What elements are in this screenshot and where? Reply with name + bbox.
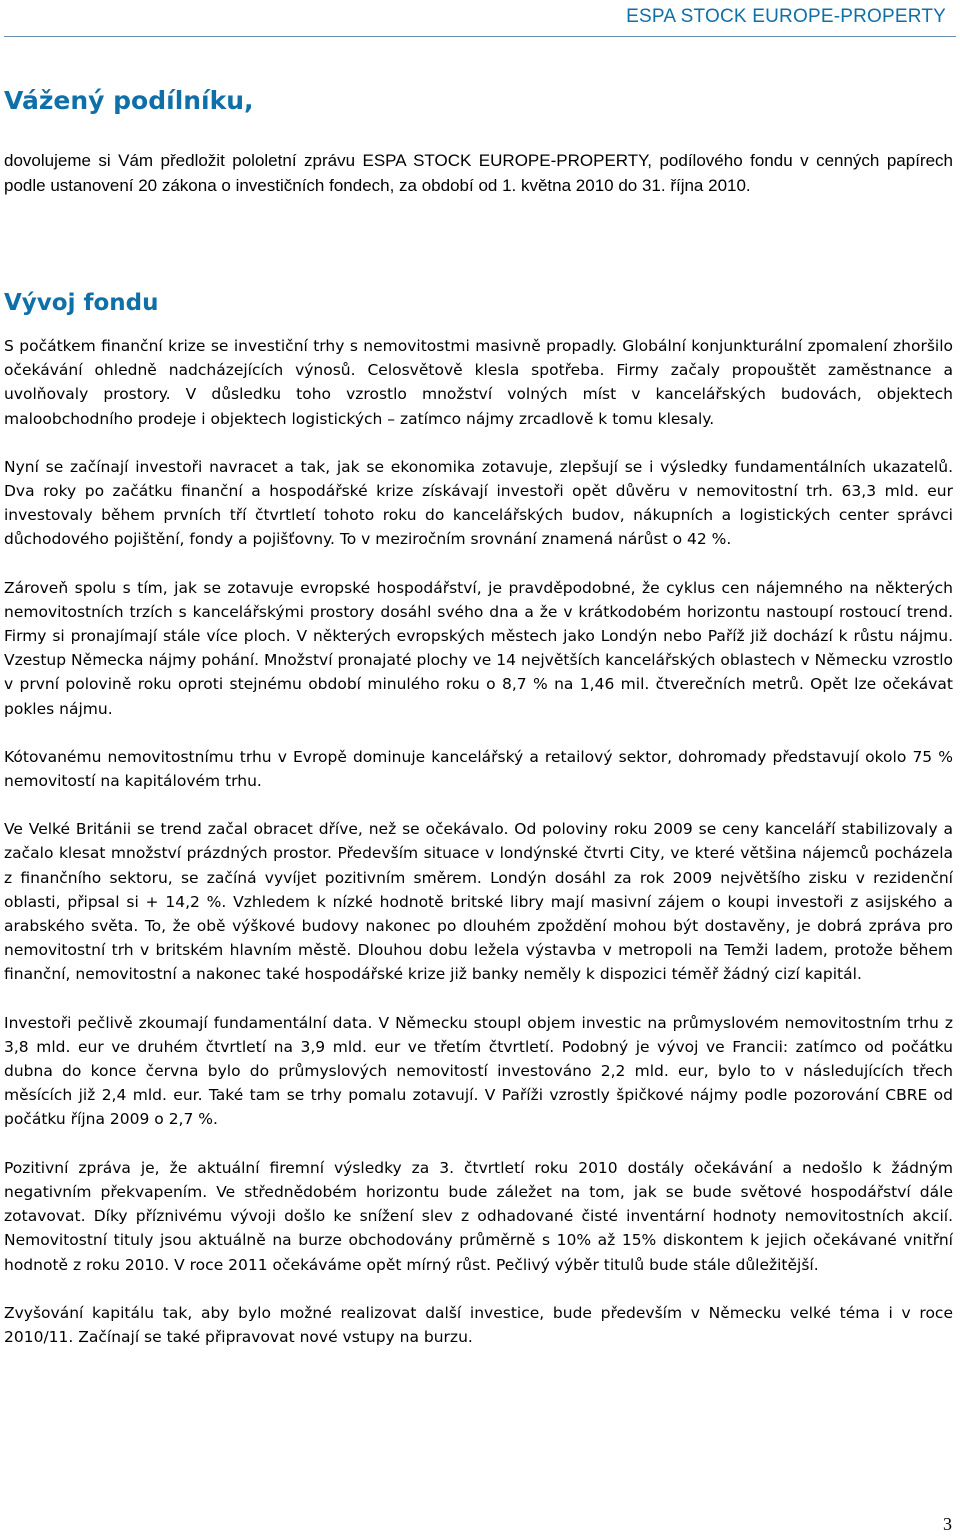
intro-paragraph: dovolujeme si Vám předložit pololetní zprávu ESPA STOCK EUROPE-PROPERTY, podílového fondu v cenných papírech podle ustanovení 20 zákona o investičních fondech, za období od 1. května 2010 do 31. října 2010. [4,151,953,195]
paragraph: Nyní se začínají investoři navracet a tak, jak se ekonomika zotavuje, zlepšují se i výsledky fundamentálních ukazatelů. Dva roky po začátku finanční a hospodářské krize získávají investoři opět důvěru v nemovitostní trh. 63,3 mld. eur investovaly během prvních tří čtvrtletí tohoto roku do kancelářských budov, nákupních a logistických center správci důchodového pojištění, fondy a pojišťovny. To v meziročním srovnání znamená nárůst o 42 %. [4,457,953,549]
page-number: 3 [943,1514,952,1534]
greeting-heading: Vážený podílníku, [4,86,254,115]
section-body [4,334,953,1373]
paragraph: S počátkem finanční krize se investiční trhy s nemovitostmi masivně propadly. Globální konjunkturální zpomalení zhoršilo očekávání ohledně nadcházejících výnosů. Celosvětově klesla spotřeba. Firmy začaly propouštět zaměstnance a uvolňovaly prostory. V důsledku toho vzrostlo množství volných míst v kancelářských budovách, objektech maloobchodního prodeje i objektech logistických – zatímco nájmy zrcadlově k tomu klesaly. [4,337,953,428]
paragraph: Kótovanému nemovitostnímu trhu v Evropě dominuje kancelářský a retailový sektor, dohromady představují okolo 75 % nemovitostí na kapitálovém trhu. [4,747,953,791]
header-divider [4,36,956,37]
paragraph: Ve Velké Británii se trend začal obracet dříve, než se očekávalo. Od poloviny roku 2009 se ceny kanceláří stabilizovaly a začalo klesat množství prázdných prostor. Především situace v londýnské čtvrti City, ve které většina nájemců pocházela z finančního sektoru, se začíná vyvíjet pozitivním směrem. Londýn dosáhl za rok 2009 největšího zisku v rezidenční oblasti, připsal si + 14,2 %. Vzhledem k nízké hodnotě britské libry mají masivní zájem o koupi investoři z asijského a arabského světa. To, že obě výškové budovy nakonec po dlouhém zpoždění mohou být dostavěny, je dobrá zpráva pro nemovitostní trh v britském hlavním městě. Dlouhou dobu ležela výstavba v metropoli na Temži ladem, protože během finanční, nemovitostní a nakonec také hospodářské krize již banky neměly k dispozici téměř žádný cizí kapitál. [4,820,953,984]
paragraph: Pozitivní zpráva je, že aktuální firemní výsledky za 3. čtvrtletí roku 2010 dostály očekávání a nedošlo k žádným negativním překvapením. Ve střednědobém horizontu bude záležet na tom, jak se bude světové hospodářství dále zotavovat. Díky příznivému vývoji došlo ke snížení slev z odhadované čisté inventární hodnoty nemovitostních akcií. Nemovitostní tituly jsou aktuálně na burze obchodovány průměrně s 10% až 15% diskontem k jejich očekávané vnitřní hodnotě z roku 2010. V roce 2011 očekáváme opět mírný růst. Pečlivý výběr titulů bude stále důležitější. [4,1158,953,1274]
paragraph: Zároveň spolu s tím, jak se zotavuje evropské hospodářství, je pravděpodobné, že cyklus cen nájemného na některých nemovitostních trzích s kancelářskými prostory dosáhl svého dna a že v krátkodobém horizontu nastoupí rostoucí trend. Firmy si pronajímají stále více ploch. V některých evropských městech jako Londýn nebo Paříž již dochází k růstu nájmu. Vzestup Německa nájmy pohání. Množství pronajaté plochy ve 14 největších kancelářských oblastech v Německu vzrostlo v první polovině roku oproti stejnému období minulého roku o 8,7 % na 1,46 mil. čtverečních metrů. Opět lze očekávat pokles nájmu. [4,578,953,718]
paragraph: Zvyšování kapitálu tak, aby bylo možné realizovat další investice, bude především v Německu velké téma i v roce 2010/11. Začínají se také připravovat nové vstupy na burzu. [4,1303,953,1346]
paragraph: Investoři pečlivě zkoumají fundamentální data. V Německu stoupl objem investic na průmyslovém nemovitostním trhu z 3,8 mld. eur ve druhém čtvrtletí na 3,9 mld. eur ve třetím čtvrtletí. Podobný je vývoj ve Francii: zatímco od počátku dubna do konce června bylo do průmyslových nemovitostí investováno 2,2 mld. eur, bylo to v následujících třech měsících již 2,4 mld. eur. Také tam se trhy pomalu zotavují. V Paříži vzrostly špičkové nájmy podle pozorování CBRE od počátku října 2009 o 2,7 %. [4,1013,953,1129]
section-title: Vývoj fondu [4,290,159,316]
running-header: ESPA STOCK EUROPE-PROPERTY [626,6,946,27]
